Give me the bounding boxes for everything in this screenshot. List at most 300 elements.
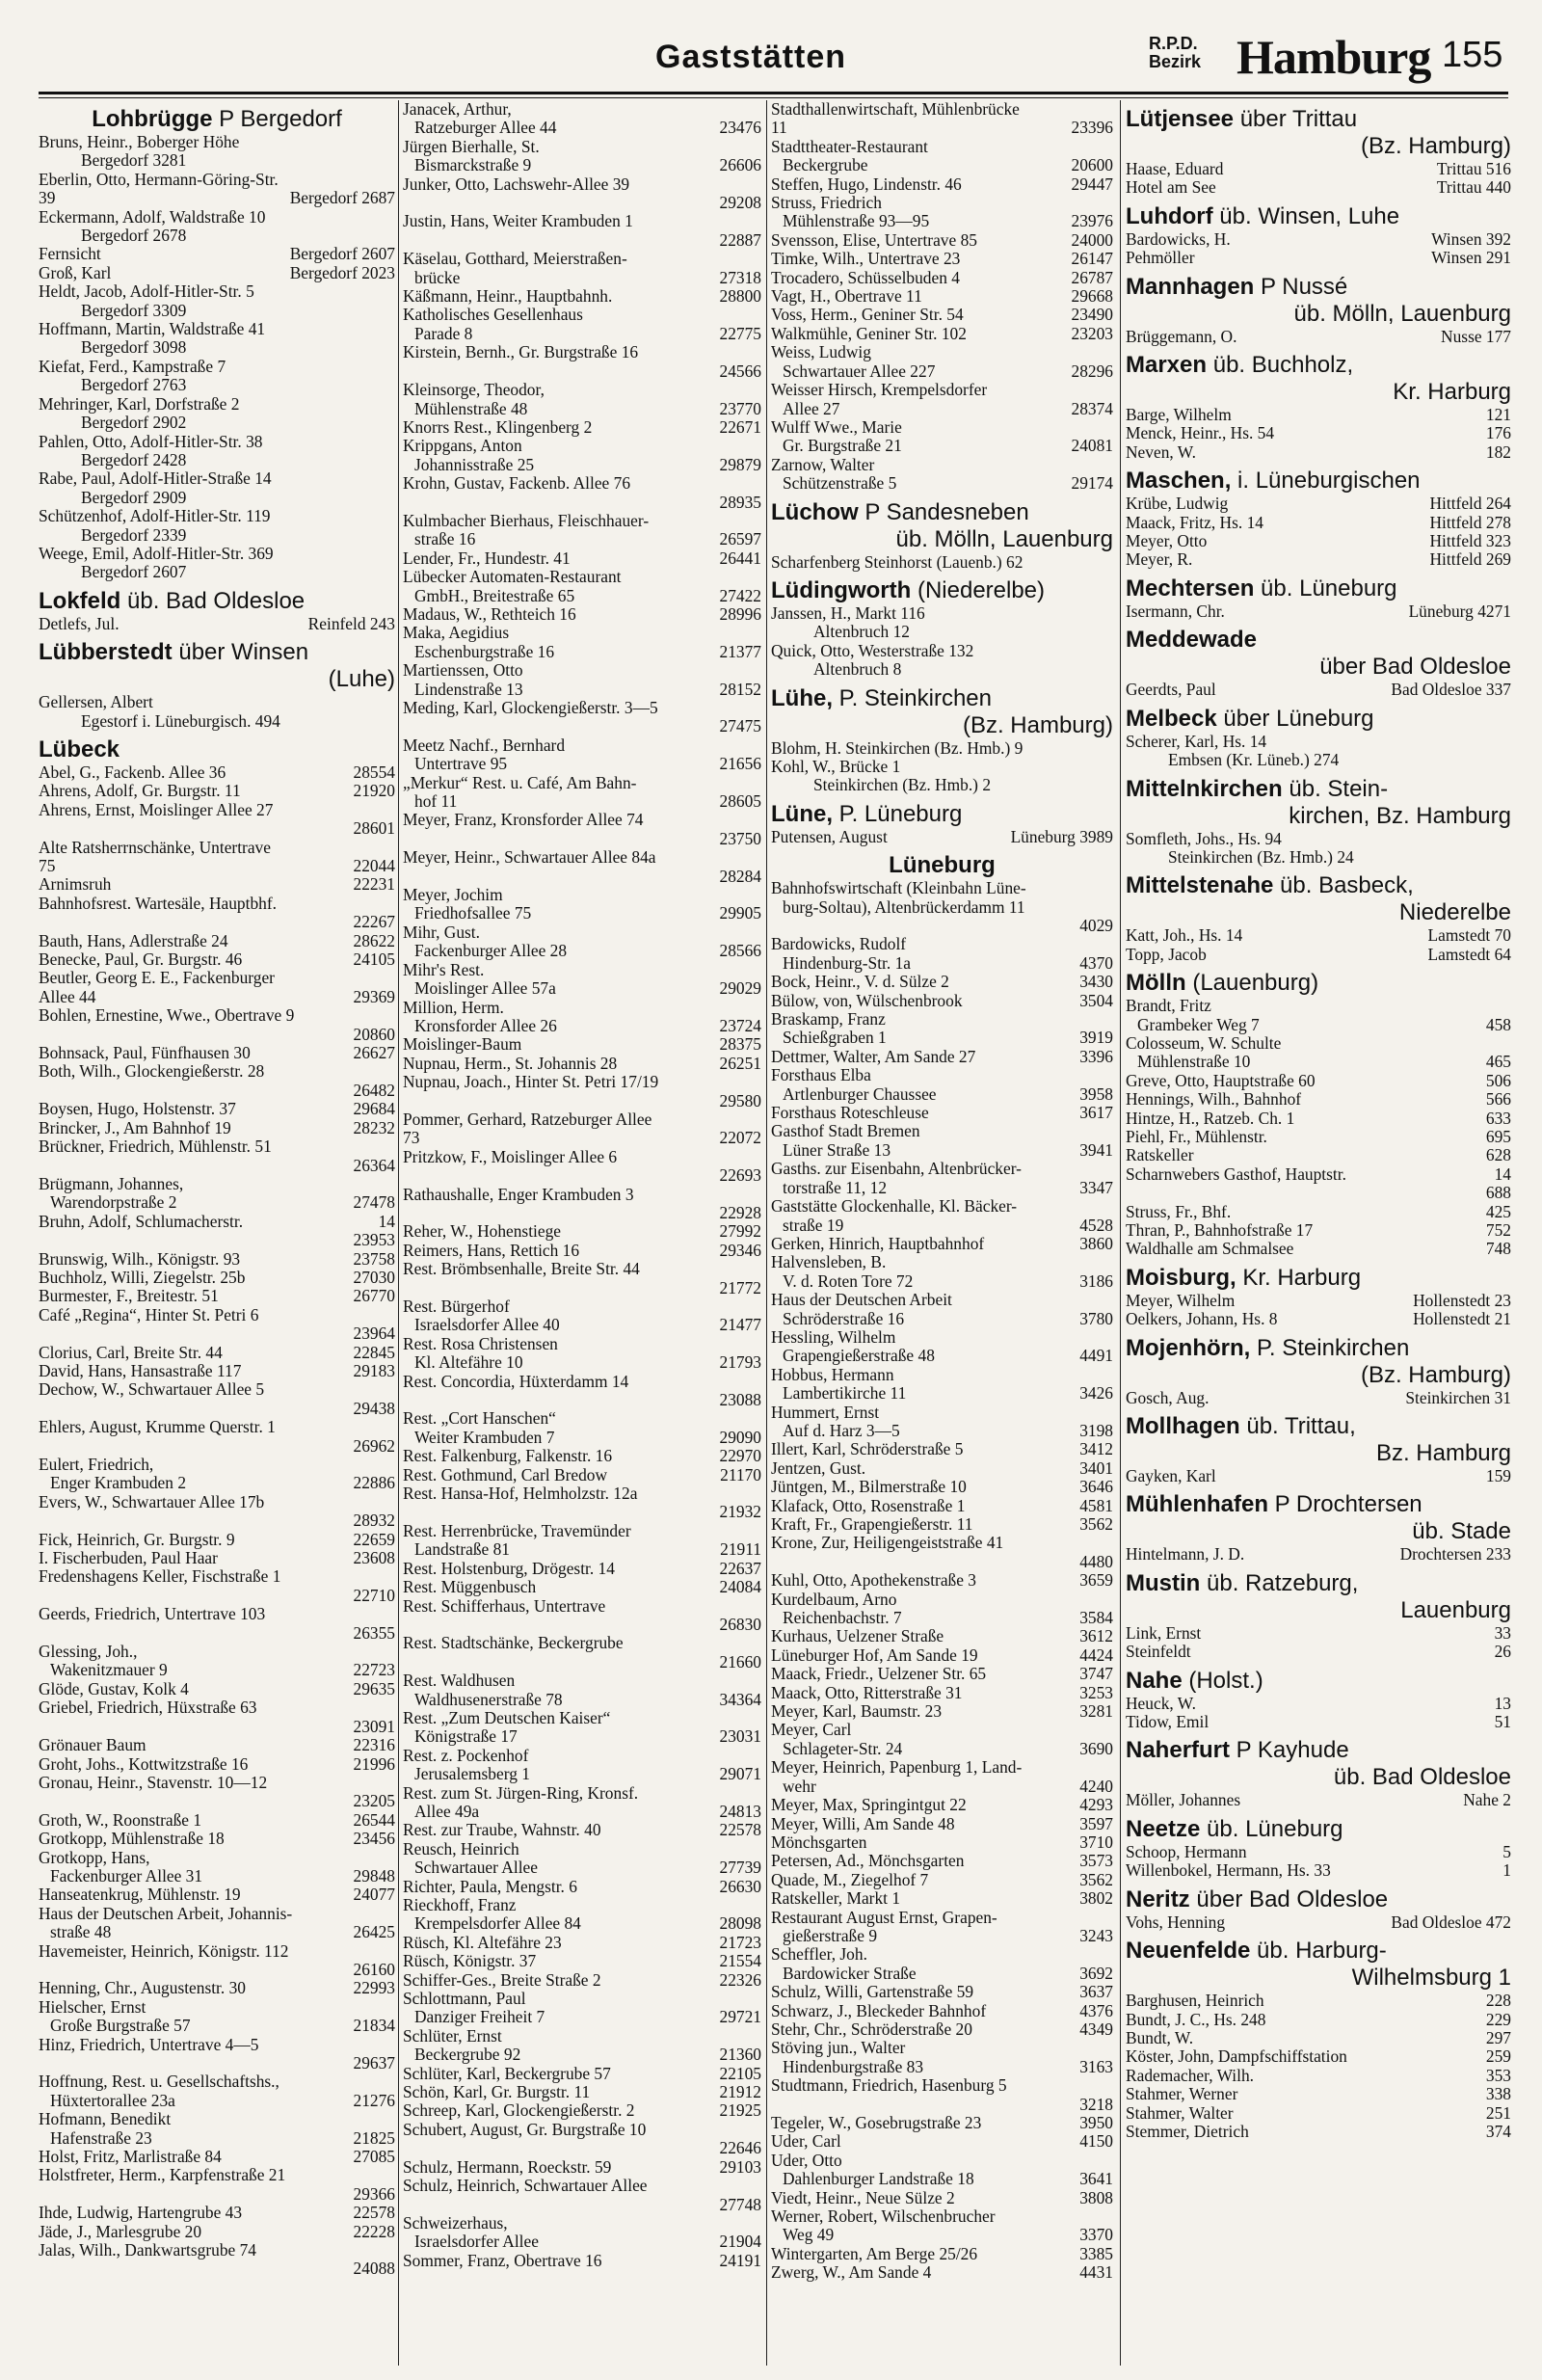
phone-number: 22228 [353, 2222, 395, 2241]
directory-entry [1126, 602, 1511, 621]
entry-text: Brückner, Friedrich, Mühlenstr. 51 [39, 1137, 272, 1157]
town-postal-route: P. Steinkirchen [1250, 1334, 1410, 1361]
directory-entry [403, 1503, 761, 1521]
entry-text: Mönchsgarten [771, 1832, 867, 1852]
phone-number: 28232 [353, 1118, 395, 1137]
entry-text: Putensen, August [771, 827, 888, 846]
directory-entry [39, 1549, 395, 1567]
entry-text: Bergedorf 2909 [81, 488, 187, 507]
directory-entry [403, 1279, 761, 1297]
entry-text: Pommer, Gerhard, Ratzeburger Allee [403, 1110, 652, 1129]
directory-entry [403, 904, 761, 923]
entry-text: Martienssen, Otto [403, 661, 523, 681]
entry-text: Kulmbacher Bierhaus, Fleischhauer- [403, 511, 650, 530]
town-heading [771, 577, 1113, 604]
town-name: Lüchow [771, 498, 859, 525]
directory-entry [403, 1878, 761, 1896]
section-title: Gaststätten [655, 39, 847, 75]
phone-number: 3950 [1079, 2114, 1113, 2132]
directory-entry [403, 250, 761, 268]
entry-text: Schoop, Hermann [1126, 1842, 1247, 1861]
entry-text: Rest. zur Traube, Wahnstr. 40 [403, 1821, 601, 1840]
entry-text: „Merkur“ Rest. u. Café, Am Bahn- [403, 773, 637, 792]
directory-entry [771, 1909, 1113, 1927]
directory-entry [403, 1653, 761, 1671]
entry-text: Altenbruch 8 [813, 660, 902, 680]
entry-text: Heuck, W. [1126, 1694, 1196, 1713]
phone-number: 27478 [353, 1193, 395, 1213]
entry-text: Bardowicks, Rudolf [771, 935, 907, 954]
town-postal-route: über Bad Oldesloe [1189, 1885, 1389, 1912]
phone-number: Hittfeld 278 [1429, 513, 1511, 532]
entry-text: Steinfeldt [1126, 1643, 1191, 1662]
phone-number: 28152 [719, 680, 761, 699]
entry-text: Willenbokel, Hermann, Hs. 33 [1126, 1861, 1331, 1881]
town-name: Lübeck [39, 735, 120, 762]
directory-entry [39, 245, 395, 263]
entry-text: Bohlen, Ernestine, Wwe., Obertrave 9 [39, 1006, 295, 1026]
entry-text: I. Fischerbuden, Paul Haar [39, 1549, 218, 1568]
phone-number: 26482 [353, 1081, 395, 1100]
directory-entry [403, 512, 761, 530]
phone-number: 26606 [719, 156, 761, 175]
town-heading [1126, 1491, 1511, 1518]
directory-entry [39, 1680, 395, 1698]
bezirk-label: Bezirk [1149, 52, 1202, 71]
directory-entry [403, 923, 761, 942]
directory-entry [39, 2110, 395, 2128]
entry-text: Maack, Fritz, Hs. 14 [1126, 513, 1263, 532]
phone-number: Nahe 2 [1463, 1791, 1511, 1810]
directory-entry [1126, 443, 1511, 462]
phone-number: 4370 [1079, 953, 1113, 973]
directory-entry [403, 1222, 761, 1241]
entry-text: Forsthaus Elba [771, 1066, 871, 1085]
town-name: Mannhagen [1126, 273, 1255, 300]
phone-number: Lamstedt 70 [1427, 926, 1511, 946]
directory-entry [39, 839, 395, 857]
directory-entry [403, 1709, 761, 1727]
entry-text: Rest. z. Pockenhof [403, 1746, 529, 1765]
town-postal-route: P Bergedorf [212, 106, 342, 132]
directory-entry [39, 2017, 395, 2035]
phone-number: Drochtersen 233 [1399, 1545, 1511, 1564]
directory-entry [403, 1373, 761, 1391]
directory-entry [771, 553, 1113, 572]
town-heading [1126, 1886, 1511, 1913]
phone-number: 23750 [719, 829, 761, 848]
town-postal-route: üb. Mölln, Lauenburg [895, 525, 1113, 552]
directory-entry [403, 848, 761, 867]
phone-number: 3860 [1079, 1234, 1113, 1253]
town-heading [1126, 133, 1511, 160]
town-name: Lüne, [771, 800, 833, 827]
directory-entry [39, 1250, 395, 1269]
entry-text: Hotel am See [1126, 178, 1216, 198]
entry-text: Bundt, J. C., Hs. 248 [1126, 2010, 1266, 2029]
directory-entry [403, 437, 761, 455]
entry-text: Boysen, Hugo, Holstenstr. 37 [39, 1100, 236, 1119]
phone-number: 33 [1494, 1623, 1511, 1643]
entry-text: Hielscher, Ernst [39, 1997, 146, 2017]
entry-text: hof 11 [414, 792, 458, 812]
directory-entry [403, 175, 761, 194]
entry-text: Wakenitzmauer 9 [50, 1661, 168, 1680]
town-postal-route: (Lauenburg) [1185, 970, 1319, 997]
entry-text: Alte Ratsherrnschänke, Untertrave [39, 838, 271, 857]
entry-text: Ihde, Ludwig, Hartengrube 43 [39, 2204, 243, 2223]
phone-number: Nusse 177 [1441, 327, 1511, 346]
town-heading [1126, 1668, 1511, 1695]
entry-text: Altenbruch 12 [813, 623, 910, 642]
directory-entry [39, 2166, 395, 2184]
directory-entry [403, 1073, 761, 1091]
entry-text: Köster, John, Dampfschiffstation [1126, 2047, 1347, 2067]
phone-number: 29684 [353, 1100, 395, 1119]
phone-number: Hollenstedt 23 [1413, 1291, 1511, 1310]
entry-text: Detlefs, Jul. [39, 614, 120, 633]
directory-entry [771, 138, 1113, 156]
directory-entry [1126, 1184, 1511, 1202]
directory-entry [39, 819, 395, 838]
directory-entry [403, 306, 761, 324]
entry-text: Werner, Robert, Wilschenbrucher [771, 2207, 996, 2227]
entry-text: Gronau, Heinr., Stavenstr. 10—12 [39, 1773, 268, 1792]
phone-number: Lamstedt 64 [1427, 945, 1511, 964]
directory-entry [39, 1474, 395, 1492]
directory-entry [1126, 1713, 1511, 1731]
entry-text: Brandt, Fritz [1126, 997, 1211, 1016]
town-postal-route: üb. Ratzeburg, [1200, 1569, 1359, 1596]
town-heading [1126, 1518, 1511, 1545]
town-postal-route: Lauenburg [1400, 1596, 1511, 1623]
entry-text: Egestorf i. Lüneburgisch. 494 [81, 711, 280, 731]
entry-text: Meyer, R. [1126, 550, 1193, 570]
directory-entry [39, 151, 395, 170]
directory-entry [771, 437, 1113, 455]
entry-text: Café „Regina“, Hinter St. Petri 6 [39, 1305, 259, 1324]
directory-entry [771, 1983, 1113, 2001]
entry-text: Maka, Aegidius [403, 624, 510, 643]
entry-text: Junker, Otto, Lachswehr-Allee 39 [403, 174, 630, 194]
phone-number: 28996 [719, 604, 761, 624]
entry-text: Jalas, Wilh., Dankwartsgrube 74 [39, 2241, 256, 2260]
directory-entry [771, 194, 1113, 212]
entry-text: Schlottmann, Paul [403, 1990, 526, 2009]
directory-entry [39, 875, 395, 894]
directory-entry [39, 1437, 395, 1456]
entry-text: Friedhofsallee 75 [414, 904, 532, 923]
entry-text: Havemeister, Heinrich, Königstr. 112 [39, 1941, 289, 1961]
directory-entry [771, 2132, 1113, 2151]
phone-number: Hittfeld 269 [1429, 550, 1511, 570]
phone-number: 695 [1485, 1127, 1511, 1146]
entry-text: Israelsdorfer Allee [414, 2233, 539, 2252]
entry-text: Schubert, August, Gr. Burgstraße 10 [403, 2120, 647, 2139]
directory-entry [39, 1718, 395, 1736]
town-postal-route: über Winsen [172, 639, 309, 666]
phone-number: 3396 [1079, 1047, 1113, 1066]
entry-text: Weiter Krambuden 7 [414, 1428, 555, 1447]
entry-text: Bock, Heinr., V. d. Sülze 2 [771, 973, 949, 992]
phone-number: 22775 [719, 324, 761, 343]
entry-text: Stehr, Chr., Schröderstraße 20 [771, 2019, 972, 2039]
phone-number: 688 [1485, 1184, 1511, 1203]
directory-entry [1126, 681, 1511, 699]
entry-text: Moislinger-Baum [403, 1035, 522, 1055]
directory-entry [39, 801, 395, 819]
phone-number: 28375 [719, 1035, 761, 1055]
directory-entry [403, 1466, 761, 1484]
entry-text: Ratzeburger Allee 44 [414, 119, 557, 138]
phone-number: 51 [1494, 1713, 1511, 1732]
entry-text: GmbH., Breitestraße 65 [414, 586, 575, 605]
entry-text: Griebel, Friedrich, Hüxstraße 63 [39, 1698, 257, 1718]
entry-text: Meyer, Otto [1126, 532, 1208, 551]
directory-entry [1126, 1034, 1511, 1053]
directory-entry [39, 1736, 395, 1754]
entry-text: wehr [783, 1777, 816, 1796]
entry-text: Hennings, Wilh., Bahnhof [1126, 1090, 1302, 1110]
entry-text: Holstfreter, Herm., Karpfenstraße 21 [39, 2166, 286, 2185]
directory-entry [403, 1129, 761, 1147]
directory-entry [771, 623, 1113, 641]
town-postal-route: üb. Mölln, Lauenburg [1293, 300, 1511, 327]
directory-entry [39, 1006, 395, 1025]
entry-text: Kronsforder Allee 26 [414, 1016, 557, 1035]
directory-entry [771, 2002, 1113, 2020]
phone-number: 21912 [719, 2083, 761, 2102]
directory-entry [771, 1179, 1113, 1197]
town-heading [1126, 1335, 1511, 1362]
entry-text: 73 [403, 1129, 420, 1148]
entry-text: straße 19 [783, 1216, 844, 1235]
entry-text: Tidow, Emil [1126, 1713, 1210, 1732]
directory-entry [771, 456, 1113, 474]
phone-number: 4424 [1079, 1645, 1113, 1665]
entry-text: Schön, Karl, Gr. Burgstr. 11 [403, 2083, 591, 2102]
entry-text: Lender, Fr., Hundestr. 41 [403, 548, 571, 568]
directory-entry [403, 2083, 761, 2101]
town-heading [1126, 1570, 1511, 1597]
phone-number: 28935 [719, 493, 761, 512]
directory-entry [403, 1092, 761, 1110]
entry-text: Geerds, Friedrich, Untertrave 103 [39, 1605, 266, 1624]
phone-number: 22693 [719, 1166, 761, 1186]
directory-entry [771, 1160, 1113, 1178]
directory-entry [771, 1609, 1113, 1627]
directory-entry [771, 1497, 1113, 1515]
entry-text: Both, Wilh., Glockengießerstr. 28 [39, 1062, 265, 1082]
directory-entry [39, 1456, 395, 1474]
entry-text: Weege, Emil, Adolf-Hitler-Str. 369 [39, 544, 274, 563]
entry-text: Million, Herm. [403, 998, 504, 1017]
directory-entry [771, 1815, 1113, 1833]
directory-entry [771, 1871, 1113, 1889]
phone-number: 26 [1494, 1643, 1511, 1662]
entry-text: Stahmer, Walter [1126, 2103, 1234, 2123]
entry-text: Meyer, Karl, Baumstr. 23 [771, 1702, 943, 1722]
directory-entry [403, 2008, 761, 2026]
entry-text: Scherer, Karl, Hs. 14 [1126, 732, 1267, 751]
entry-text: Janacek, Arthur, [403, 100, 512, 119]
directory-entry [771, 1310, 1113, 1328]
town-name: Mittelstenahe [1126, 872, 1274, 899]
directory-entry [1126, 1203, 1511, 1221]
entry-text: Jerusalemsberg 1 [414, 1765, 530, 1784]
directory-entry [39, 1624, 395, 1643]
directory-entry [403, 1914, 761, 1933]
directory-entry [403, 418, 761, 437]
directory-entry [403, 605, 761, 624]
entry-text: Vagt, H., Obertrave 11 [771, 287, 922, 307]
entry-text: Bergedorf 2902 [81, 414, 187, 433]
phone-number: 3690 [1079, 1739, 1113, 1758]
entry-text: Hobbus, Hermann [771, 1365, 894, 1384]
phone-number: 14 [1494, 1164, 1511, 1184]
phone-number: 21660 [719, 1652, 761, 1671]
directory-entry [403, 1934, 761, 1952]
entry-text: Gerken, Hinrich, Hauptbahnhof [771, 1234, 985, 1253]
directory-entry [39, 414, 395, 432]
entry-text: Gasthof Stadt Bremen [771, 1122, 920, 1141]
entry-text: Rest. „Cort Hanschen“ [403, 1409, 556, 1429]
phone-number: 28284 [719, 867, 761, 886]
phone-number: 24813 [719, 1802, 761, 1821]
phone-number: 26962 [353, 1436, 395, 1456]
town-postal-route: Kr. Harburg [1393, 379, 1511, 406]
town-postal-route: (Holst.) [1182, 1667, 1263, 1694]
entry-text: Rüsch, Königstr. 37 [403, 1952, 537, 1971]
entry-text: Weg 49 [783, 2226, 835, 2245]
directory-entry [771, 954, 1113, 973]
entry-text: Grambeker Weg 7 [1137, 1015, 1260, 1034]
phone-number: 3430 [1079, 973, 1113, 992]
entry-text: Klafack, Otto, Rosenstraße 1 [771, 1496, 966, 1515]
phone-number: 21932 [719, 1503, 761, 1522]
entry-text: Bundt, W. [1126, 2028, 1194, 2047]
phone-number: 3710 [1079, 1832, 1113, 1852]
directory-entry [39, 1998, 395, 2017]
town-postal-route: über Lüneburg [1216, 705, 1374, 732]
entry-text: Ehlers, August, Krumme Querstr. 1 [39, 1418, 276, 1437]
phone-number: 28566 [719, 942, 761, 961]
directory-entry [403, 1035, 761, 1054]
phone-number: 4349 [1079, 2019, 1113, 2039]
phone-number: 3218 [1079, 2095, 1113, 2114]
entry-text: Rest. „Zum Deutschen Kaiser“ [403, 1708, 611, 1727]
entry-text: Holst, Fritz, Marlistraße 84 [39, 2148, 222, 2167]
entry-text: Bauth, Hans, Adlerstraße 24 [39, 931, 228, 950]
entry-text: Kuhl, Otto, Apothekenstraße 3 [771, 1571, 977, 1591]
directory-entry [39, 2036, 395, 2054]
directory-entry [403, 999, 761, 1017]
entry-text: Waldhalle am Schmalsee [1126, 1240, 1294, 1259]
directory-entry [403, 2065, 761, 2083]
town-heading [1126, 706, 1511, 733]
town-postal-route: Wilhelmsburg 1 [1351, 1965, 1511, 1992]
directory-entry [1126, 406, 1511, 424]
entry-text: Bergedorf 3309 [81, 301, 187, 320]
directory-entry [1126, 1545, 1511, 1564]
entry-text: Enger Krambuden 2 [50, 1474, 187, 1493]
directory-entry [1126, 946, 1511, 964]
phone-number: 28554 [353, 762, 395, 782]
column-divider [1120, 100, 1121, 2366]
phone-number: 26441 [719, 548, 761, 568]
entry-text: Mühlenstraße 48 [414, 399, 528, 418]
directory-entry [771, 2114, 1113, 2132]
town-name: Nahe [1126, 1667, 1183, 1694]
directory-entry [39, 1531, 395, 1549]
phone-number: 23456 [353, 1830, 395, 1849]
entry-text: Kl. Altefähre 10 [414, 1353, 523, 1373]
directory-entry [403, 1634, 761, 1652]
directory-entry [771, 1291, 1113, 1309]
entry-text: Kiefat, Ferd., Kampstraße 7 [39, 357, 226, 376]
directory-entry [403, 530, 761, 548]
town-postal-route: üb. Trittau, [1239, 1413, 1356, 1440]
phone-number: 29447 [1071, 174, 1113, 194]
phone-number: 29668 [1071, 287, 1113, 307]
phone-number: 3186 [1079, 1271, 1113, 1291]
entry-text: Schießgraben 1 [783, 1029, 887, 1048]
directory-entry [771, 1515, 1113, 1534]
directory-entry [771, 362, 1113, 381]
entry-text: Landstraße 81 [414, 1540, 510, 1560]
directory-entry [771, 1440, 1113, 1458]
entry-text: Bülow, von, Wülschenbrook [771, 991, 963, 1010]
phone-number: 21170 [720, 1465, 761, 1484]
directory-entry [39, 2148, 395, 2166]
entry-text: Kleinsorge, Theodor, [403, 381, 545, 400]
directory-entry [403, 1747, 761, 1765]
town-heading [1126, 1816, 1511, 1843]
directory-entry [39, 171, 395, 189]
town-name: Mühlenhafen [1126, 1491, 1268, 1518]
directory-entry [403, 774, 761, 792]
entry-text: Beckergrube 92 [414, 2046, 521, 2065]
directory-entry [39, 1567, 395, 1586]
directory-entry [403, 119, 761, 137]
directory-entry [39, 545, 395, 563]
phone-number: 3919 [1079, 1029, 1113, 1048]
directory-entry [403, 2121, 761, 2139]
entry-text: Dahlenburger Landstraße 18 [783, 2170, 974, 2189]
entry-text: Haase, Eduard [1126, 160, 1224, 178]
directory-entry [39, 489, 395, 507]
town-heading [1126, 203, 1511, 230]
entry-text: Rademacher, Wilh. [1126, 2066, 1255, 2085]
entry-text: 75 [39, 857, 56, 875]
entry-text: Untertrave 95 [414, 755, 508, 774]
phone-number: 23476 [719, 119, 761, 138]
entry-text: Lüneburger Hof, Am Sande 19 [771, 1645, 978, 1665]
entry-text: Steinkirchen (Bz. Hmb.) 2 [813, 776, 992, 795]
entry-text: Schlüter, Ernst [403, 2026, 502, 2046]
directory-entry [771, 739, 1113, 758]
directory-entry [771, 1591, 1113, 1609]
phone-number: 27318 [719, 268, 761, 287]
entry-text: Svensson, Elise, Untertrave 85 [771, 230, 977, 250]
entry-text: Forsthaus Roteschleuse [771, 1104, 929, 1123]
phone-number: 3747 [1079, 1665, 1113, 1684]
directory-entry [403, 1409, 761, 1428]
entry-text: torstraße 11, 12 [783, 1178, 888, 1197]
directory-entry [403, 979, 761, 998]
entry-text: Bergedorf 2428 [81, 450, 187, 469]
entry-text: Haus der Deutschen Arbeit [771, 1291, 952, 1310]
